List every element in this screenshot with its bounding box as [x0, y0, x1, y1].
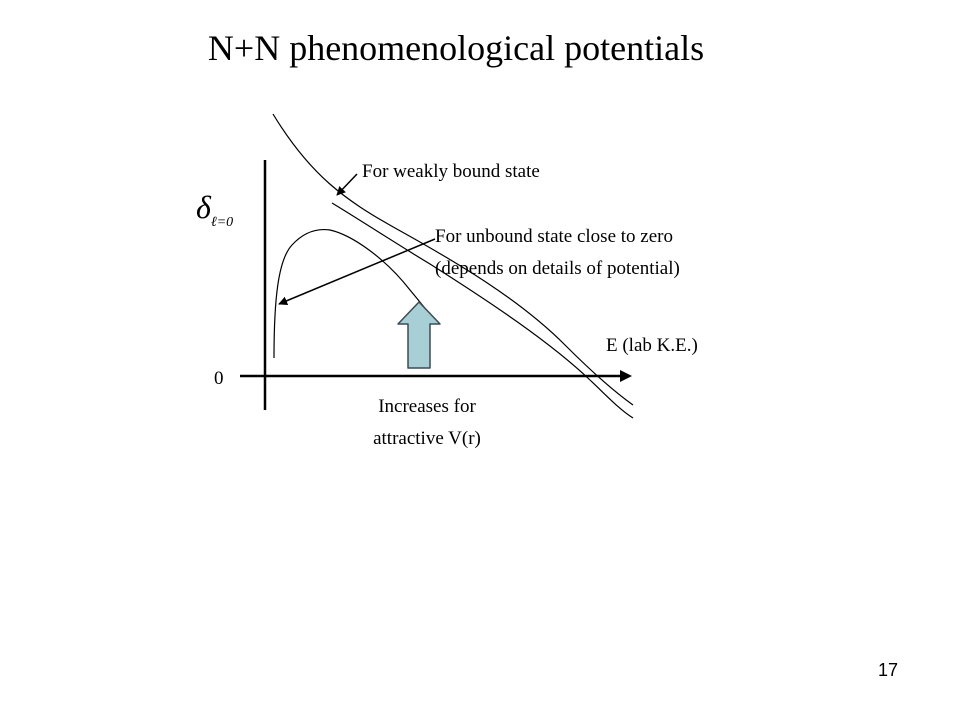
unbound-annotation-line1: For unbound state close to zero [435, 226, 673, 247]
x-axis-label: E (lab K.E.) [606, 335, 698, 356]
page-number: 17 [877, 660, 899, 680]
up-arrow-icon [398, 302, 440, 368]
increases-annotation-line2: attractive V(r) [373, 428, 481, 449]
weakly-bound-pointer-arrow [337, 174, 357, 195]
y-axis-label-symbol: δ [196, 189, 211, 225]
y-axis-label [196, 189, 233, 230]
unbound-annotation-line2: (depends on details of potential) [435, 258, 680, 279]
weakly-bound-annotation: For weakly bound state [362, 161, 540, 182]
increases-annotation-line1: Increases for [378, 396, 476, 417]
origin-label: 0 [214, 368, 224, 389]
unbound-pointer-arrow [279, 239, 435, 304]
x-axis-arrowhead [620, 370, 632, 382]
y-axis-label-subscript: ℓ=0 [210, 215, 234, 230]
slide-title: N+N phenomenological potentials [207, 28, 705, 68]
